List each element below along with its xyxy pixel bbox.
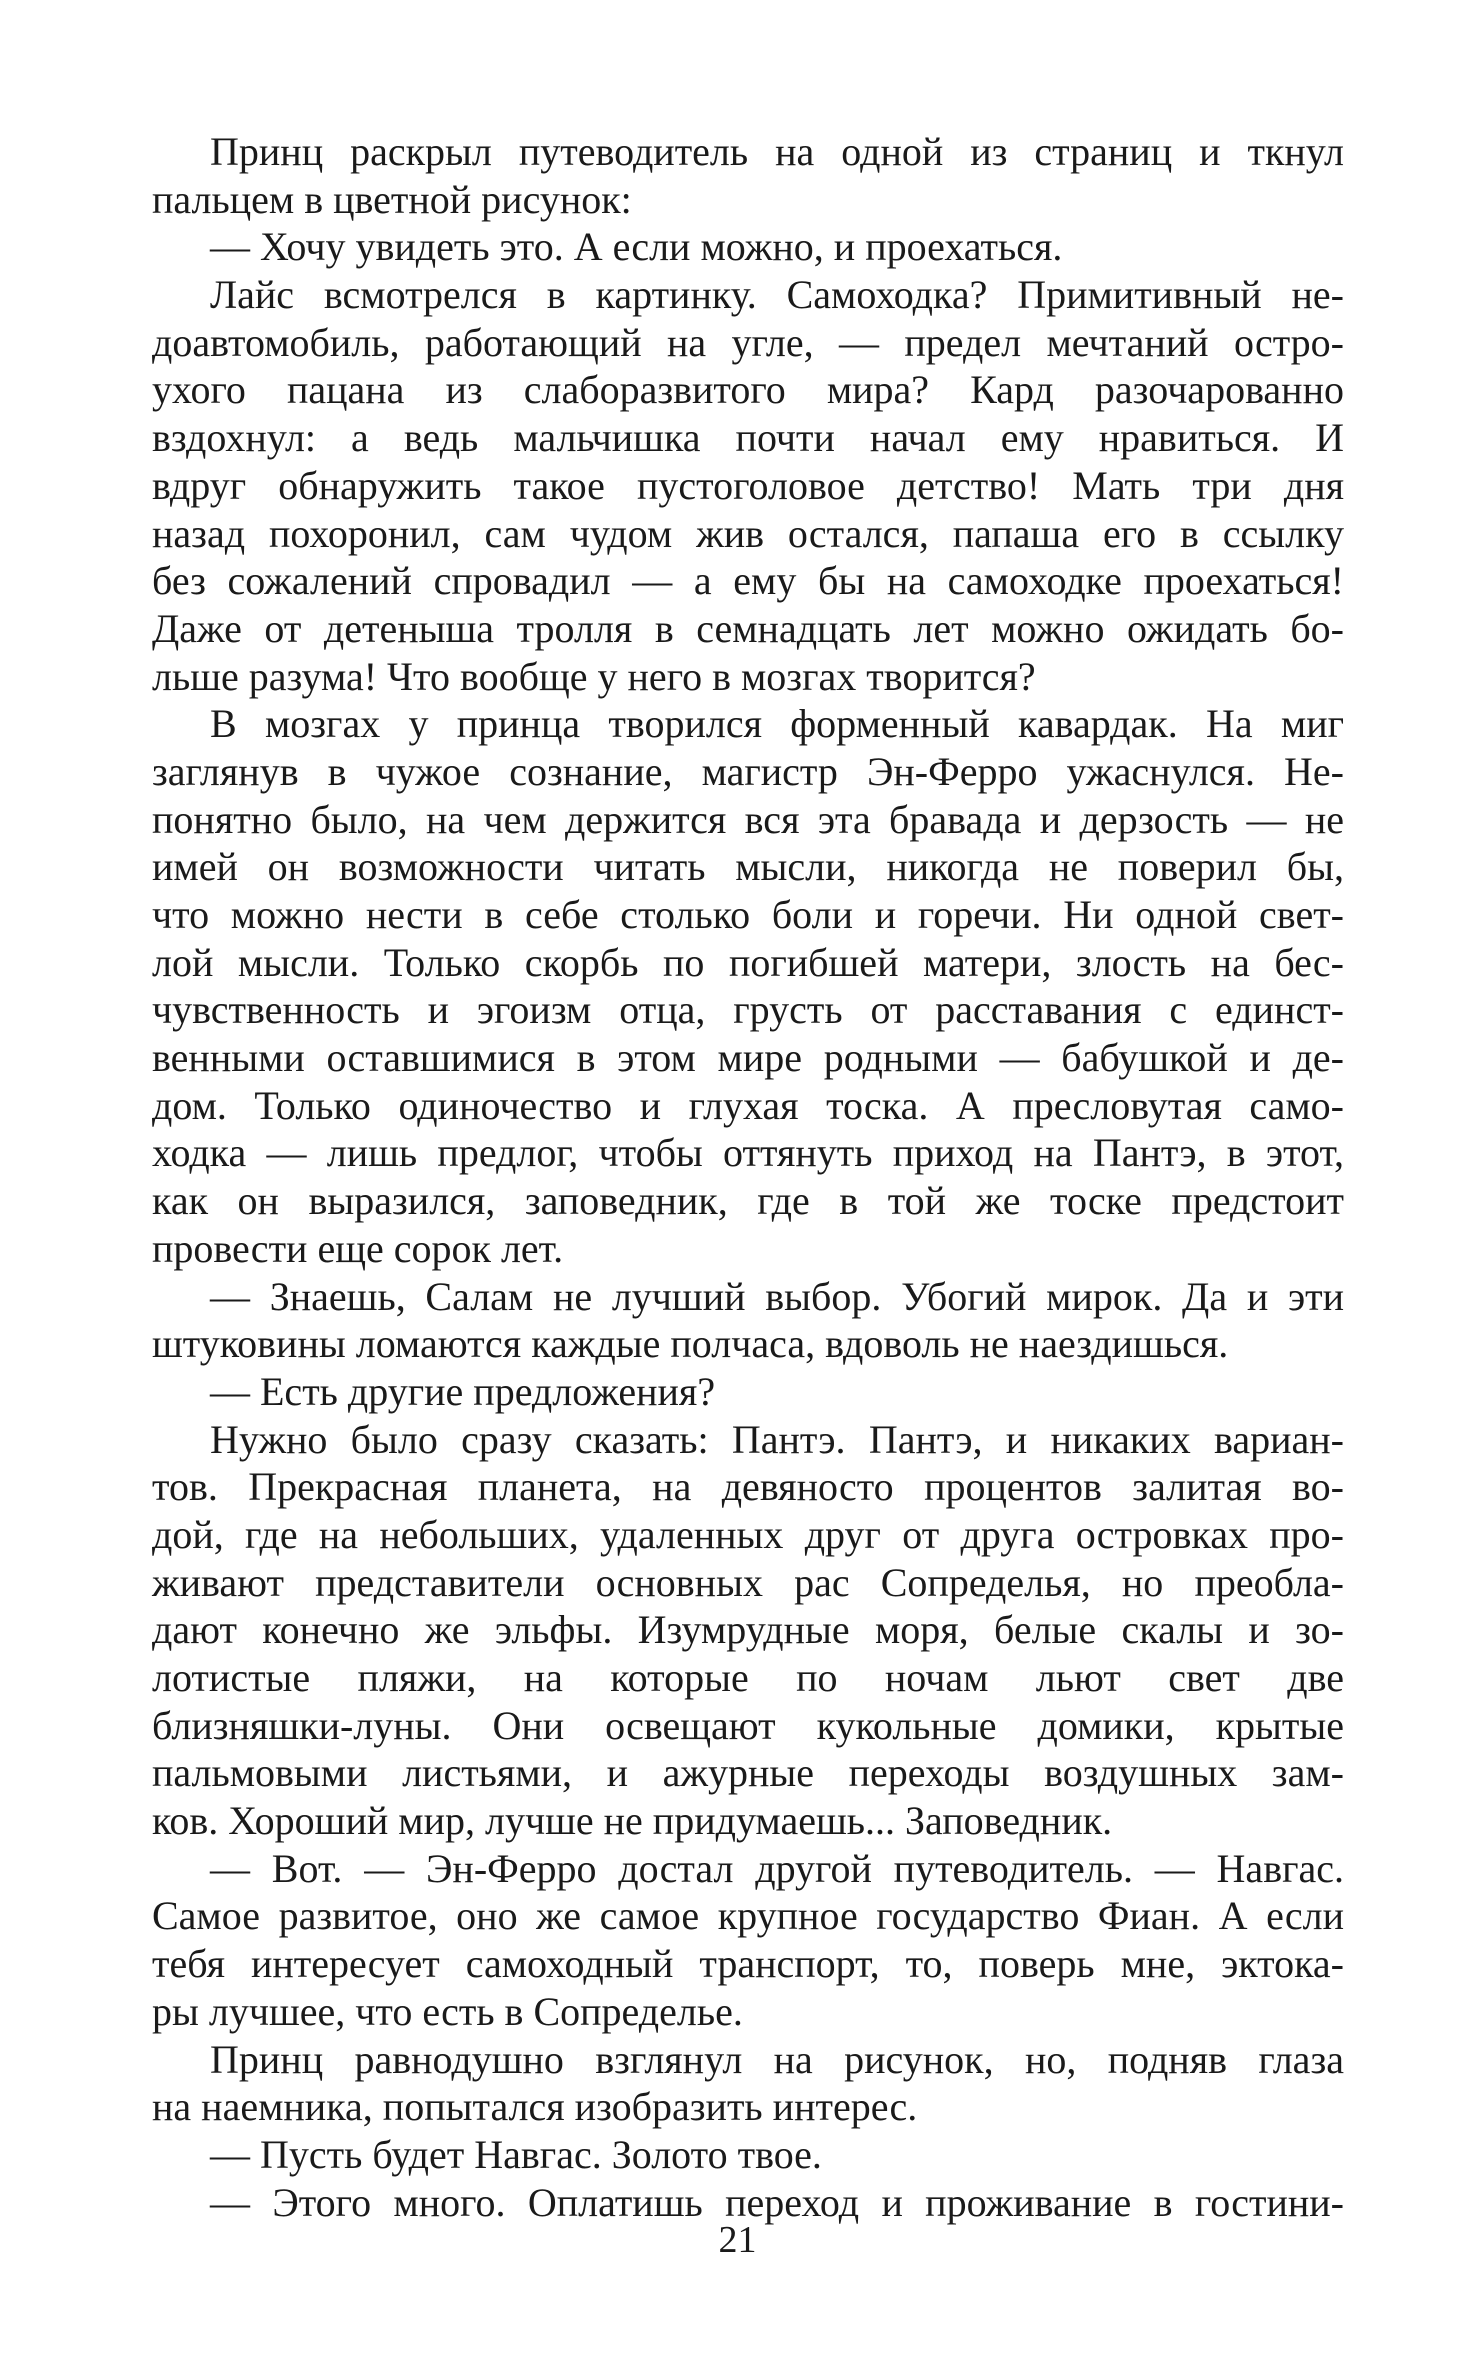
text-line: Самое развитое, оно же самое крупное государство Фиан. А если <box>152 1893 1344 1939</box>
text-line: дой, где на небольших, удаленных друг от друга островках про- <box>152 1511 1344 1557</box>
text-line: назад похоронил, сам чудом жив остался, папаша его в ссылку <box>152 510 1344 556</box>
text-line: — Есть другие предложения? <box>210 1368 716 1414</box>
text-line: дом. Только одиночество и глухая тоска. А пресловутая само- <box>152 1082 1344 1128</box>
text-line: заглянув в чужое сознание, магистр Эн-Ферро ужаснулся. Не- <box>152 748 1344 794</box>
text-line: на наемника, попытался изобразить интерес. <box>152 2084 918 2130</box>
text-line: чувственность и эгоизм отца, грусть от расставания с единст- <box>152 987 1344 1033</box>
text-line: В мозгах у принца творился форменный кавардак. На миг <box>210 701 1344 747</box>
text-line: ков. Хороший мир, лучше не придумаешь... Заповедник. <box>152 1798 1113 1844</box>
text-line: ухого пацана из слаборазвитого мира? Кард разочарованно <box>152 367 1344 413</box>
text-line: Даже от детеныша тролля в семнадцать лет можно ожидать бо- <box>152 605 1344 651</box>
text-line: ходка — лишь предлог, чтобы оттянуть приход на Пантэ, в этот, <box>152 1130 1344 1176</box>
text-line: живают представители основных рас Сопределья, но преобла- <box>152 1559 1344 1605</box>
text-line: тебя интересует самоходный транспорт, то, поверь мне, эктока- <box>152 1941 1344 1987</box>
text-line: — Хочу увидеть это. А если можно, и проехаться. <box>210 224 1063 270</box>
text-line: вздохнул: а ведь мальчишка почти начал ему нравиться. И <box>152 415 1344 461</box>
text-line: тов. Прекрасная планета, на девяносто процентов залитая во- <box>152 1464 1344 1510</box>
text-line: Нужно было сразу сказать: Пантэ. Пантэ, и никаких вариан- <box>210 1416 1344 1462</box>
text-line: Принц равнодушно взглянул на рисунок, но, подняв глаза <box>210 2036 1344 2082</box>
text-line: — Этого много. Оплатишь переход и проживание в гостини- <box>210 2179 1344 2225</box>
text-line: понятно было, на чем держится вся эта бравада и дерзость — не <box>152 796 1344 842</box>
text-line: провести еще сорок лет. <box>152 1225 564 1271</box>
text-line: — Знаешь, Салам не лучший выбор. Убогий мирок. Да и эти <box>210 1273 1344 1319</box>
text-line: пальмовыми листьями, и ажурные переходы воздушных зам- <box>152 1750 1344 1796</box>
text-line: пальцем в цветной рисунок: <box>152 176 632 222</box>
page-number: 21 <box>718 2219 757 2261</box>
text-line: венными оставшимися в этом мире родными — бабушкой и де- <box>152 1035 1344 1081</box>
text-line: имей он возможности читать мысли, никогда не поверил бы, <box>152 844 1344 890</box>
text-line: льше разума! Что вообще у него в мозгах творится? <box>152 653 1036 699</box>
text-line: — Вот. — Эн-Ферро достал другой путеводитель. — Навгас. <box>210 1845 1344 1891</box>
text-line: как он выразился, заповедник, где в той же тоске предстоит <box>152 1178 1344 1224</box>
text-line: доавтомобиль, работающий на угле, — предел мечтаний остро- <box>152 319 1344 365</box>
text-line: Принц раскрыл путеводитель на одной из страниц и ткнул <box>210 129 1344 174</box>
text-line: штуковины ломаются каждые полчаса, вдоволь не наездишься. <box>152 1321 1229 1367</box>
text-line: — Пусть будет Навгас. Золото твое. <box>210 2131 822 2177</box>
text-line: дают конечно же эльфы. Изумрудные моря, белые скалы и зо- <box>152 1607 1344 1653</box>
text-line: близняшки-луны. Они освещают кукольные домики, крытые <box>152 1702 1344 1748</box>
text-line: лой мысли. Только скорбь по погибшей матери, злость на бес- <box>152 939 1344 985</box>
body-text <box>152 128 1344 2226</box>
text-line: ры лучшее, что есть в Сопределье. <box>152 1988 743 2034</box>
text-line: что можно нести в себе столько боли и горечи. Ни одной свет- <box>152 892 1344 937</box>
text-line: без сожалений спровадил — а ему бы на самоходке проехаться! <box>152 558 1344 604</box>
text-line: Лайс всмотрелся в картинку. Самоходка? Примитивный не- <box>210 272 1344 318</box>
text-line: лотистые пляжи, на которые по ночам льют свет две <box>152 1655 1344 1700</box>
text-line: вдруг обнаружить такое пустоголовое детство! Мать три дня <box>152 462 1344 508</box>
